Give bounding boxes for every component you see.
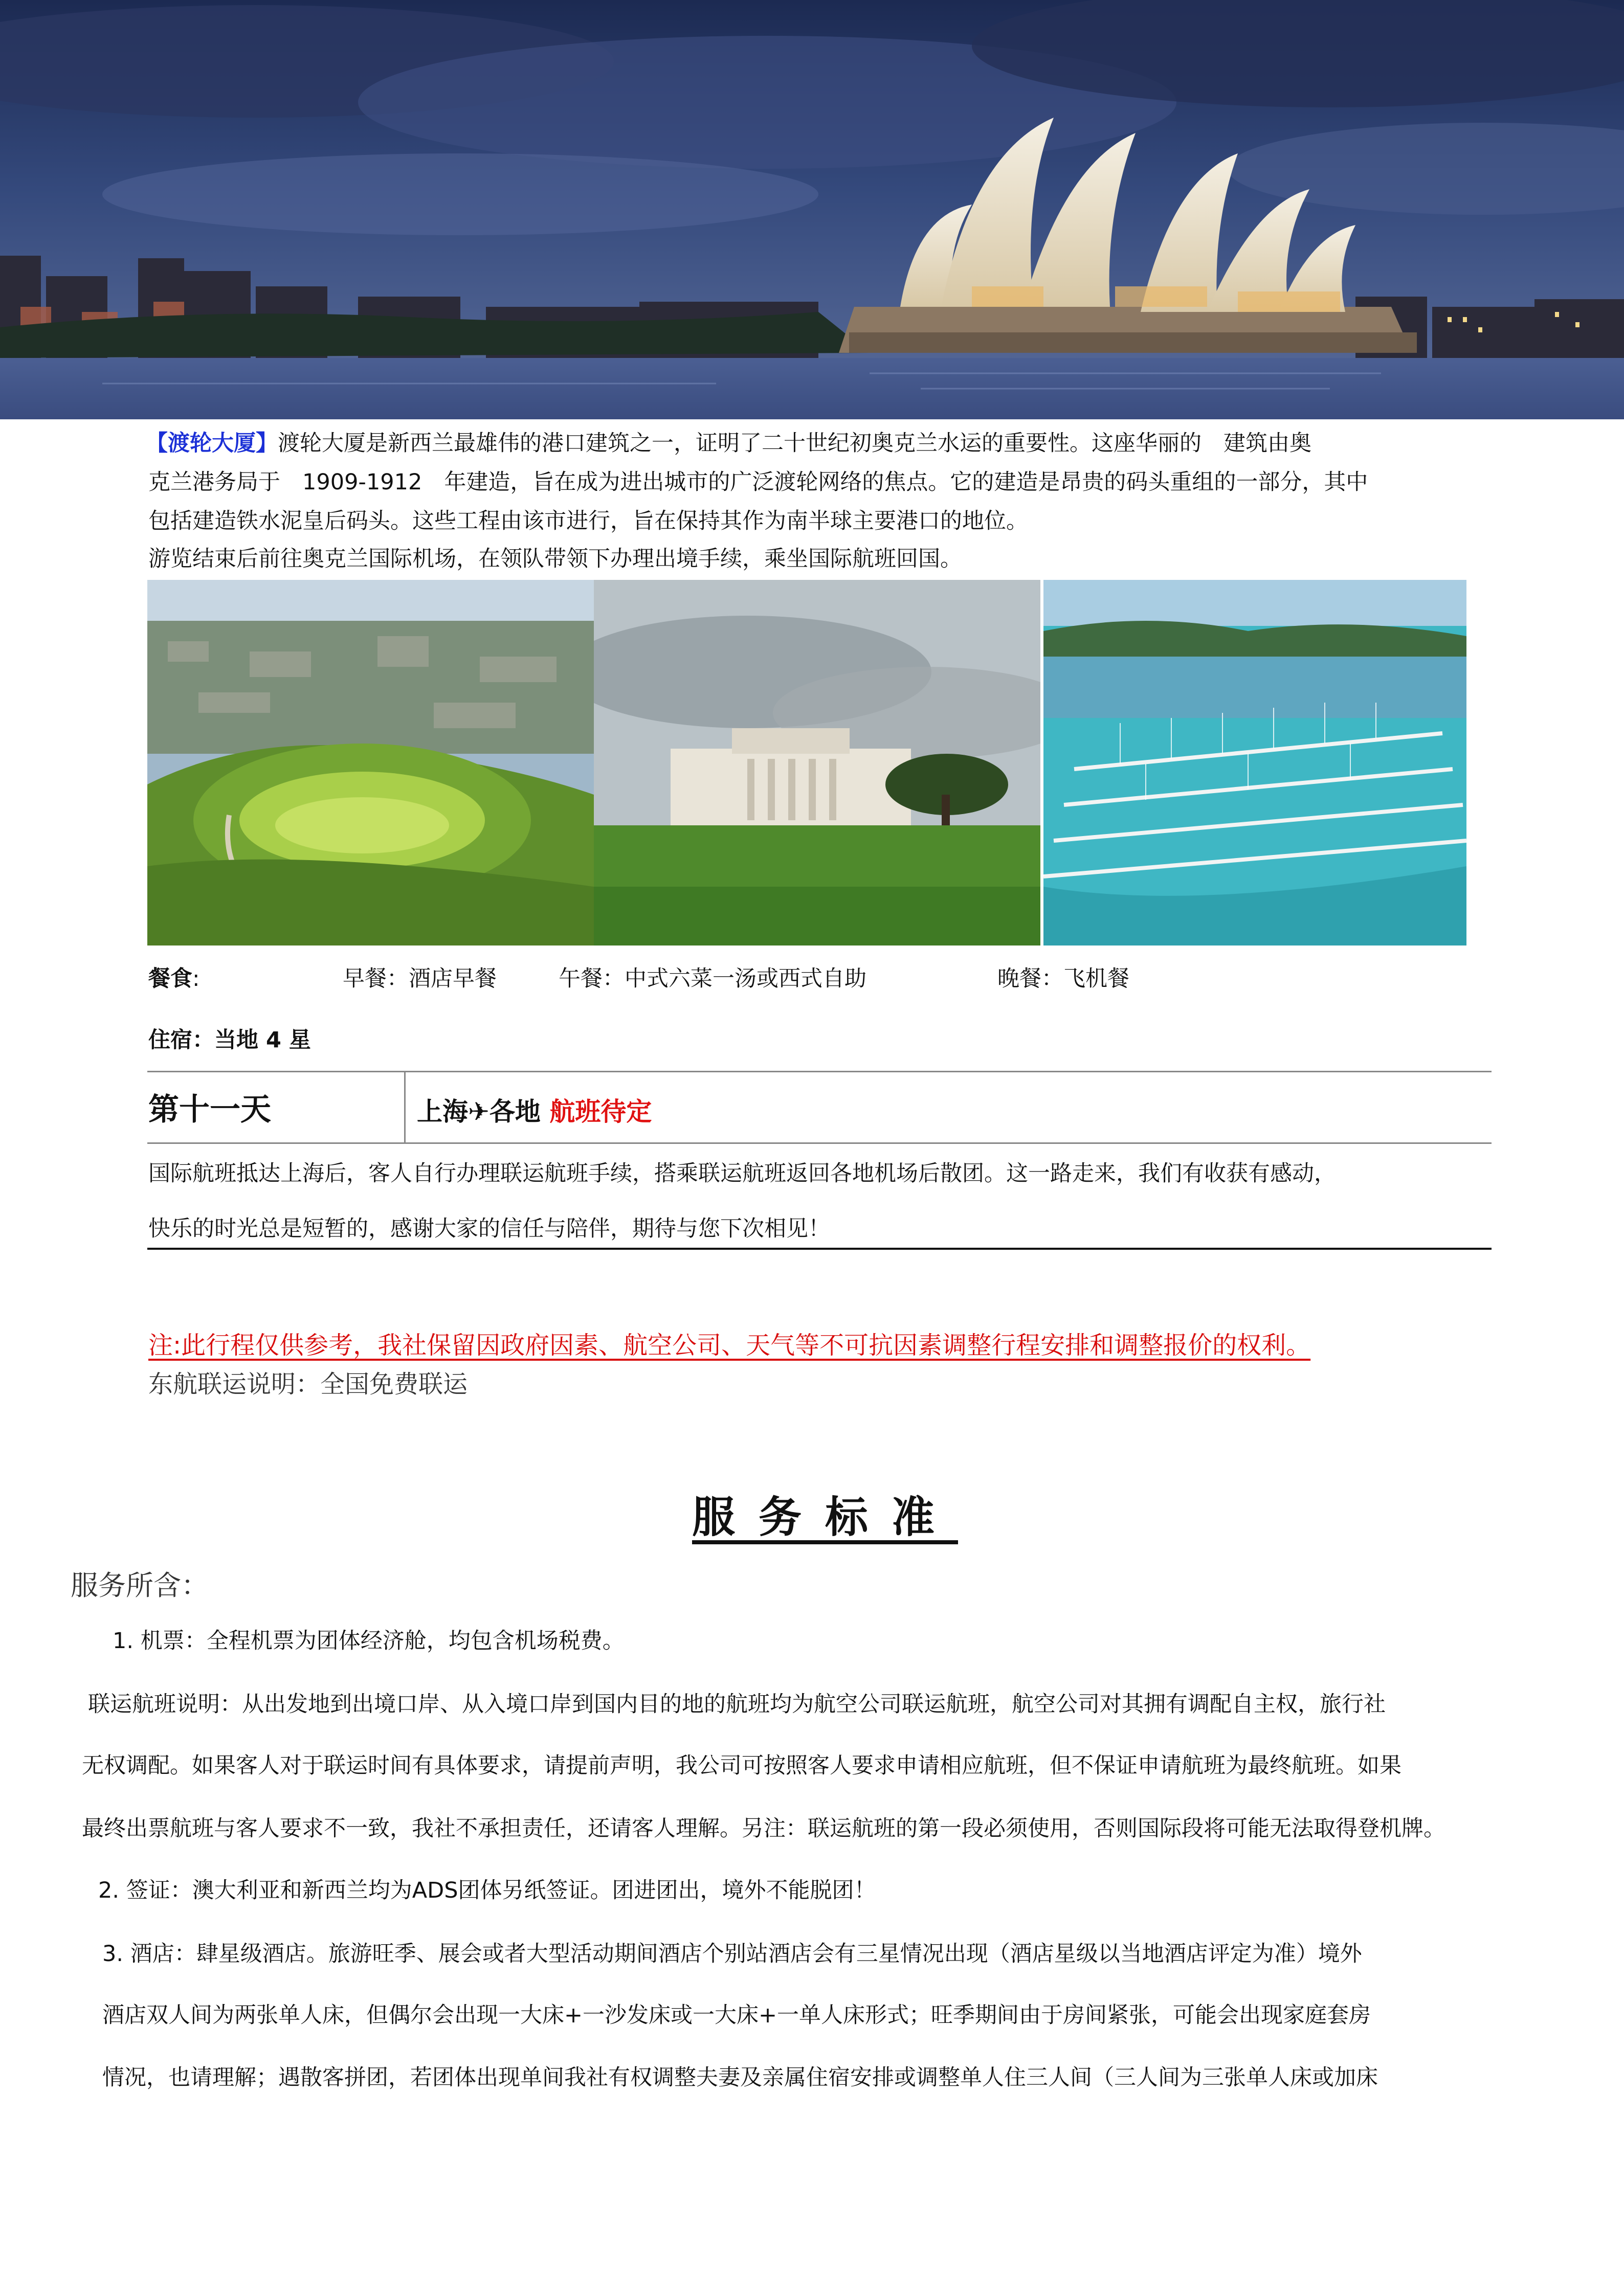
intro-text-line-4: 游览结束后前往奥克兰国际机场，在领队带领下办理出境手续，乘坐国际航班回国。 <box>148 546 962 572</box>
plane-icon: ✈ <box>468 1097 490 1127</box>
day-label: 第十一天 <box>148 1092 271 1128</box>
hotel-value: 当地 4 星 <box>214 1027 311 1053</box>
day-route <box>417 1091 652 1128</box>
service-item-2: 2. 签证：澳大利亚和新西兰均为ADS团体另纸签证。团进团出，境外不能脱团！ <box>98 1878 876 1903</box>
service-item-connection-3: 最终出票航班与客人要求不一致，我社不承担责任，还请客人理解。另注：联运航班的第一段必须使用，否则国际段将可能无法取得登机牌。 <box>82 1816 1445 1841</box>
day-table-mid-rule <box>147 1142 1492 1144</box>
service-included-label: 服务所含： <box>71 1569 209 1602</box>
intro-text-line-2: 克兰港务局于 1909-1912 年建造，旨在成为进出城市的广泛渡轮网络的焦点。它的建造是昂贵的码头重组的一部分，其中 <box>148 469 1368 495</box>
meals-label: 餐食 <box>148 966 192 992</box>
photo-marina-harbour <box>1043 580 1466 946</box>
day-table-top-rule <box>147 1071 1492 1072</box>
day-table-divider <box>404 1071 406 1144</box>
meals-label-row <box>148 968 200 990</box>
route-to: 各地 <box>489 1097 541 1127</box>
meals-breakfast: 早餐：酒店早餐 <box>343 966 497 992</box>
intro-line-1 <box>146 433 1311 455</box>
intro-title: 【渡轮大厦】 <box>146 431 278 456</box>
hero-photo-opera-house <box>0 0 1624 419</box>
service-item-connection-2: 无权调配。如果客人对于联运时间有具体要求，请提前声明，我公司可按照客人要求申请相应航班，但不保证申请航班为最终航班。如果 <box>82 1753 1401 1779</box>
disclaimer-notice: 注:此行程仅供参考，我社保留因政府因素、航空公司、天气等不可抗因素调整行程安排和调整报价的权利。 <box>148 1331 1311 1360</box>
flight-status: 航班待定 <box>549 1097 652 1127</box>
meals-lunch: 午餐：中式六菜一汤或西式自助 <box>559 966 866 992</box>
photo-war-memorial-museum <box>594 580 1040 946</box>
service-item-3-line-2: 酒店双人间为两张单人床，但偶尔会出现一大床+一沙发床或一大床+一单人床形式；旺季期间由于房间紧张，可能会出现家庭套房 <box>102 2002 1371 2028</box>
intro-text-line-1: 渡轮大厦是新西兰最雄伟的港口建筑之一，证明了二十世纪初奥克兰水运的重要性。这座华丽的 建筑由奥 <box>278 431 1311 456</box>
day-table-bottom-rule <box>147 1248 1492 1250</box>
route-from: 上海 <box>417 1097 468 1127</box>
service-item-1: 1. 机票：全程机票为团体经济舱，均包含机场税费。 <box>113 1628 625 1654</box>
meals-colon: : <box>192 966 200 992</box>
meals-dinner: 晚餐：飞机餐 <box>997 966 1129 992</box>
hotel-label: 住宿： <box>148 1027 214 1053</box>
day-desc-line-1: 国际航班抵达上海后，客人自行办理联运航班手续，搭乘联运航班返回各地机场后散团。这一路走来，我们有收获有感动， <box>148 1161 1336 1186</box>
service-item-3: 3. 酒店：肆星级酒店。旅游旺季、展会或者大型活动期间酒店个别站酒店会有三星情况出现（酒店星级以当地酒店评定为准）境外 <box>102 1941 1362 1967</box>
intro-text-line-3: 包括建造铁水泥皇后码头。这些工程由该市进行，旨在保持其作为南半球主要港口的地位。 <box>148 508 1028 534</box>
photo-volcano-crater <box>147 580 594 946</box>
hotel-row <box>148 1029 311 1051</box>
service-title: 服务标准 <box>692 1492 959 1542</box>
day-desc-line-2: 快乐的时光总是短暂的，感谢大家的信任与陪伴，期待与您下次相见！ <box>148 1216 830 1242</box>
service-item-3-line-3: 情况，也请理解；遇散客拼团，若团体出现单间我社有权调整夫妻及亲属住宿安排或调整单人住三人间（三人间为三张单人床或加床 <box>102 2065 1378 2090</box>
connection-note: 东航联运说明：全国免费联运 <box>148 1370 468 1399</box>
service-item-connection-1: 联运航班说明：从出发地到出境口岸、从入境口岸到国内目的地的航班均为航空公司联运航班，航空公司对其拥有调配自主权，旅行社 <box>88 1692 1386 1717</box>
